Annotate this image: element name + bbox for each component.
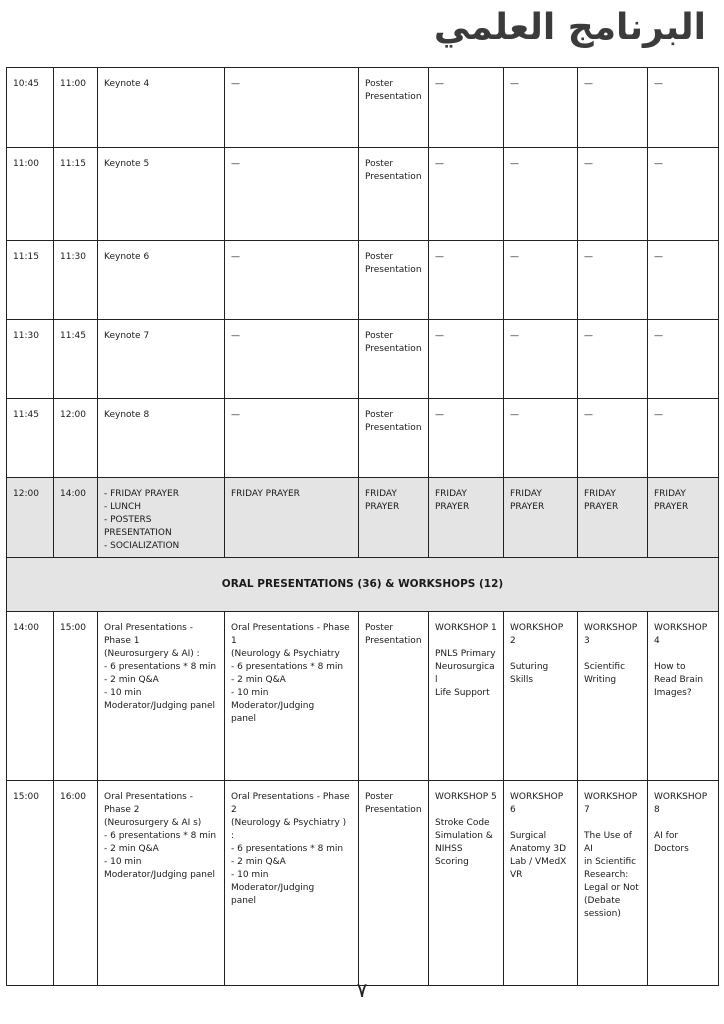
end-time: 11:30 [54,241,98,320]
start-time: 11:45 [7,399,54,478]
workshop-cell: — [648,68,719,148]
table-row [7,148,719,241]
poster-cell: Poster Presentation [359,781,429,986]
table-row [7,612,719,781]
table-row [7,68,719,148]
workshop-cell: — [429,399,504,478]
end-time: 11:45 [54,320,98,399]
session-cell: — [225,148,359,241]
workshop-cell: — [504,241,578,320]
end-time: 15:00 [54,612,98,781]
workshop-cell: — [648,241,719,320]
session-cell: Keynote 8 [98,399,225,478]
end-time: 11:00 [54,68,98,148]
start-time: 11:30 [7,320,54,399]
table-row [7,320,719,399]
workshop-cell: — [429,241,504,320]
poster-cell: Poster Presentation [359,399,429,478]
workshop-cell: WORKSHOP 7 The Use of AI in Scientific Research: Legal or Not (Debate session) [578,781,648,986]
session-cell: Oral Presentations - Phase 1 (Neurology & Psychiatry - 6 presentations * 8 min - 2 min Q&A - 10 min Moderator/Judging panel [225,612,359,781]
end-time: 11:15 [54,148,98,241]
workshop-cell: — [578,68,648,148]
workshop-cell: FRIDAY PRAYER [504,478,578,558]
workshop-cell: — [429,148,504,241]
end-time: 14:00 [54,478,98,558]
schedule-table [6,67,719,986]
poster-cell: Poster Presentation [359,320,429,399]
workshop-cell: WORKSHOP 4 How to Read Brain Images? [648,612,719,781]
end-time: 16:00 [54,781,98,986]
session-cell: Oral Presentations - Phase 1 (Neurosurgery & AI) : - 6 presentations * 8 min - 2 min Q&A - 10 min Moderator/Judging panel [98,612,225,781]
workshop-cell: — [578,241,648,320]
start-time: 12:00 [7,478,54,558]
workshop-cell: — [504,399,578,478]
page-title: البرنامج العلمي [433,7,706,48]
workshop-cell: — [504,148,578,241]
session-cell: Keynote 5 [98,148,225,241]
session-cell: Keynote 6 [98,241,225,320]
table-row-prayer [7,478,719,558]
session-cell: FRIDAY PRAYER [225,478,359,558]
section-heading: ORAL PRESENTATIONS (36) & WORKSHOPS (12) [7,558,719,612]
workshop-cell: — [648,320,719,399]
session-cell: — [225,241,359,320]
poster-cell: FRIDAY PRAYER [359,478,429,558]
poster-cell: Poster Presentation [359,612,429,781]
poster-cell: Poster Presentation [359,148,429,241]
workshop-cell: — [578,320,648,399]
workshop-cell: WORKSHOP 1 PNLS Primary Neurosurgical Life Support [429,612,504,781]
section-heading-row [7,558,719,612]
workshop-cell: — [504,320,578,399]
page-number: ٧ [356,978,368,1002]
workshop-cell: — [504,68,578,148]
start-time: 10:45 [7,68,54,148]
session-cell: Oral Presentations - Phase 2 (Neurology & Psychiatry ) : - 6 presentations * 8 min - 2 min Q&A - 10 min Moderator/Judging panel [225,781,359,986]
session-cell: Oral Presentations - Phase 2 (Neurosurgery & AI s) - 6 presentations * 8 min - 2 min Q&A - 10 min Moderator/Judging panel [98,781,225,986]
end-time: 12:00 [54,399,98,478]
poster-cell: Poster Presentation [359,68,429,148]
workshop-cell: WORKSHOP 3 Scientific Writing [578,612,648,781]
workshop-cell: — [578,148,648,241]
start-time: 14:00 [7,612,54,781]
workshop-cell: — [429,68,504,148]
workshop-cell: — [429,320,504,399]
workshop-cell: — [578,399,648,478]
session-cell: — [225,68,359,148]
workshop-cell: FRIDAY PRAYER [648,478,719,558]
session-cell: — [225,399,359,478]
start-time: 15:00 [7,781,54,986]
workshop-cell: WORKSHOP 5 Stroke Code Simulation & NIHSS Scoring [429,781,504,986]
workshop-cell: FRIDAY PRAYER [578,478,648,558]
session-cell: Keynote 7 [98,320,225,399]
workshop-cell: WORKSHOP 6 Surgical Anatomy 3D Lab / VMedX VR [504,781,578,986]
session-cell: - FRIDAY PRAYER - LUNCH - POSTERS PRESENTATION - SOCIALIZATION [98,478,225,558]
table-row [7,781,719,986]
workshop-cell: WORKSHOP 2 Suturing Skills [504,612,578,781]
start-time: 11:15 [7,241,54,320]
workshop-cell: — [648,399,719,478]
session-cell: Keynote 4 [98,68,225,148]
table-row [7,399,719,478]
workshop-cell: FRIDAY PRAYER [429,478,504,558]
workshop-cell: — [648,148,719,241]
workshop-cell: WORKSHOP 8 AI for Doctors [648,781,719,986]
start-time: 11:00 [7,148,54,241]
table-row [7,241,719,320]
session-cell: — [225,320,359,399]
poster-cell: Poster Presentation [359,241,429,320]
